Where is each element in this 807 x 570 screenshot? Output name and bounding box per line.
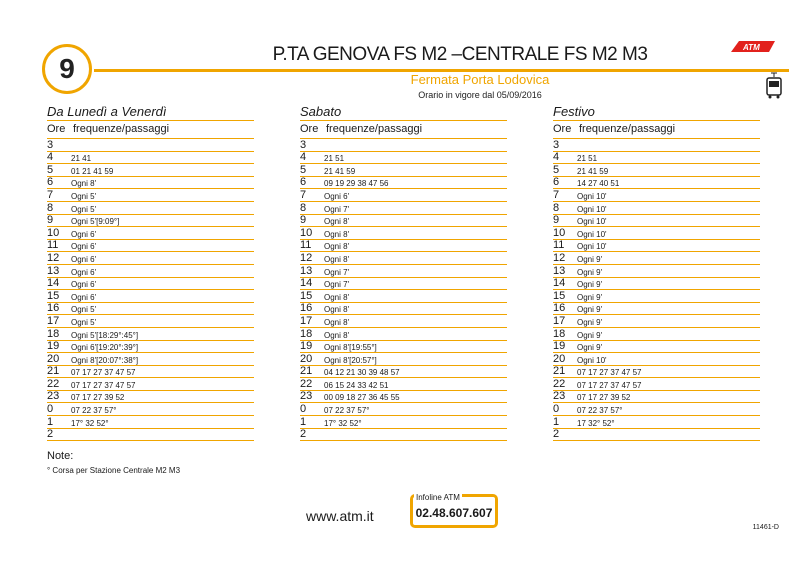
table-row — [47, 152, 254, 165]
table-row — [553, 227, 760, 240]
hour-cell: 6 — [300, 176, 307, 189]
table-row — [300, 240, 507, 253]
hour-cell: 9 — [300, 214, 307, 227]
hour-cell: 7 — [47, 188, 54, 201]
frequency-cell: Ogni 7' — [324, 267, 350, 277]
frequency-cell: Ogni 9' — [577, 280, 603, 290]
frequency-cell: Ogni 6' — [71, 229, 97, 239]
hour-cell: 20 — [47, 352, 60, 365]
table-row — [300, 391, 507, 404]
table-row — [300, 290, 507, 303]
document-code: 11461-D — [752, 524, 779, 531]
hour-cell: 4 — [553, 151, 560, 164]
table-row — [300, 139, 507, 152]
hour-cell: 23 — [300, 390, 313, 403]
frequency-cell: Ogni 8'[20:07°:38°] — [71, 355, 139, 365]
table-row — [553, 177, 760, 190]
hour-cell: 18 — [300, 327, 313, 340]
hour-cell: 19 — [47, 340, 60, 353]
timetable-rows — [47, 139, 254, 441]
table-row — [47, 215, 254, 228]
frequency-cell: Ogni 8'[20:57°] — [324, 355, 377, 365]
frequency-cell: 01 21 41 59 — [71, 166, 114, 176]
hour-cell: 22 — [300, 377, 313, 390]
hour-cell: 8 — [553, 201, 560, 214]
frequency-cell: Ogni 10' — [577, 191, 607, 201]
hour-cell: 2 — [553, 428, 560, 441]
hour-header: Ore — [300, 123, 319, 135]
table-row — [47, 164, 254, 177]
table-row — [47, 177, 254, 190]
frequency-cell: 17° 32 52° — [324, 418, 362, 428]
hour-cell: 10 — [553, 226, 566, 239]
hour-cell: 23 — [553, 390, 566, 403]
table-row — [553, 215, 760, 228]
frequency-cell: Ogni 8' — [324, 254, 350, 264]
frequency-cell: 07 22 37 57° — [577, 406, 623, 416]
frequency-cell: Ogni 5' — [71, 204, 97, 214]
frequency-cell: Ogni 5' — [71, 305, 97, 315]
frequency-cell: Ogni 10' — [577, 242, 607, 252]
hour-cell: 11 — [300, 239, 312, 252]
frequency-header: frequenze/passaggi — [579, 123, 676, 135]
table-row — [553, 152, 760, 165]
atm-logo — [725, 38, 777, 59]
hour-cell: 5 — [47, 163, 54, 176]
hour-cell: 11 — [47, 239, 59, 252]
hour-cell: 9 — [553, 214, 560, 227]
frequency-cell: Ogni 8' — [324, 330, 350, 340]
frequency-cell: Ogni 9' — [577, 305, 603, 315]
frequency-cell: Ogni 7' — [324, 204, 350, 214]
table-row — [553, 315, 760, 328]
hour-cell: 13 — [300, 264, 313, 277]
frequency-cell: Ogni 9' — [577, 343, 603, 353]
timetable-holiday — [553, 104, 760, 441]
table-row — [47, 240, 254, 253]
hour-cell: 20 — [300, 352, 313, 365]
table-row — [300, 265, 507, 278]
table-row — [553, 378, 760, 391]
frequency-cell: Ogni 9' — [577, 317, 603, 327]
frequency-cell: Ogni 8' — [324, 292, 350, 302]
column-header — [553, 121, 760, 139]
table-row — [300, 429, 507, 442]
table-row — [47, 341, 254, 354]
frequency-cell: 07 22 37 57° — [324, 406, 370, 416]
frequency-cell: Ogni 5' — [71, 191, 97, 201]
stop-name: Fermata Porta Lodovica — [410, 72, 550, 87]
hour-cell: 21 — [300, 365, 313, 378]
table-row — [47, 252, 254, 265]
hour-header: Ore — [553, 123, 572, 135]
table-row — [47, 403, 254, 416]
hour-cell: 21 — [553, 365, 566, 378]
hour-cell: 14 — [47, 277, 60, 290]
route-title: P.TA GENOVA FS M2 –CENTRALE FS M2 M3 — [272, 44, 648, 65]
frequency-cell: Ogni 8' — [71, 179, 97, 189]
frequency-cell: Ogni 9' — [577, 330, 603, 340]
hour-cell: 17 — [47, 314, 60, 327]
validity-date: Orario in vigore dal 05/09/2016 — [418, 90, 542, 100]
infoline-label: Infoline ATM — [416, 493, 460, 502]
column-title: Sabato — [300, 104, 507, 121]
column-header — [300, 121, 507, 139]
frequency-cell: 21 51 — [324, 154, 345, 164]
hour-cell: 12 — [47, 251, 60, 264]
frequency-cell: Ogni 6'[19:20°:39°] — [71, 343, 139, 353]
timetable-rows — [300, 139, 507, 441]
hour-cell: 3 — [553, 138, 560, 151]
frequency-cell: Ogni 10' — [577, 217, 607, 227]
table-row — [553, 164, 760, 177]
table-row — [553, 303, 760, 316]
hour-cell: 12 — [300, 251, 313, 264]
frequency-cell: Ogni 10' — [577, 204, 607, 214]
hour-cell: 18 — [553, 327, 566, 340]
table-row — [47, 378, 254, 391]
hour-cell: 3 — [300, 138, 307, 151]
table-row — [300, 227, 507, 240]
frequency-cell: Ogni 5' — [71, 317, 97, 327]
hour-cell: 11 — [553, 239, 565, 252]
table-row — [300, 215, 507, 228]
frequency-cell: Ogni 6' — [71, 267, 97, 277]
table-row — [300, 152, 507, 165]
frequency-header: frequenze/passaggi — [326, 123, 423, 135]
frequency-cell: 21 41 — [71, 154, 92, 164]
table-row — [47, 290, 254, 303]
hour-cell: 0 — [300, 403, 307, 416]
hour-cell: 19 — [553, 340, 566, 353]
frequency-cell: 17 32° 52° — [577, 418, 615, 428]
hour-cell: 7 — [300, 188, 307, 201]
hour-cell: 16 — [300, 302, 313, 315]
frequency-cell: Ogni 7' — [324, 280, 350, 290]
hour-cell: 0 — [47, 403, 54, 416]
table-row — [47, 315, 254, 328]
table-row — [47, 429, 254, 442]
table-row — [300, 252, 507, 265]
hour-cell: 1 — [300, 415, 307, 428]
table-row — [47, 366, 254, 379]
frequency-cell: Ogni 6' — [71, 280, 97, 290]
hour-cell: 6 — [553, 176, 560, 189]
table-row — [300, 164, 507, 177]
table-row — [553, 278, 760, 291]
frequency-cell: Ogni 9' — [577, 254, 603, 264]
line-number: 9 — [59, 53, 75, 84]
hour-cell: 12 — [553, 251, 566, 264]
table-row — [47, 202, 254, 215]
hour-cell: 18 — [47, 327, 60, 340]
frequency-cell: 21 41 59 — [324, 166, 356, 176]
frequency-cell: 07 17 27 39 52 — [577, 393, 631, 403]
table-row — [553, 202, 760, 215]
hour-cell: 1 — [553, 415, 560, 428]
frequency-cell: 21 51 — [577, 154, 598, 164]
frequency-cell: 07 22 37 57° — [71, 406, 117, 416]
hour-cell: 3 — [47, 138, 54, 151]
hour-cell: 10 — [300, 226, 313, 239]
table-row — [553, 353, 760, 366]
table-row — [553, 391, 760, 404]
table-row — [300, 303, 507, 316]
frequency-cell: Ogni 10' — [577, 355, 607, 365]
frequency-cell: Ogni 6' — [71, 292, 97, 302]
frequency-cell: Ogni 9' — [577, 292, 603, 302]
table-row — [553, 290, 760, 303]
table-row — [300, 202, 507, 215]
column-title: Da Lunedì a Venerdì — [47, 104, 254, 121]
frequency-cell: Ogni 8' — [324, 317, 350, 327]
hour-cell: 16 — [47, 302, 60, 315]
table-row — [553, 328, 760, 341]
hour-cell: 9 — [47, 214, 54, 227]
atm-logo-text: ATM — [743, 43, 760, 52]
table-row — [300, 189, 507, 202]
frequency-cell: 07 17 27 37 47 57 — [71, 380, 136, 390]
table-row — [553, 429, 760, 442]
timetable-weekday — [47, 104, 254, 441]
table-row — [553, 366, 760, 379]
table-row — [553, 265, 760, 278]
hour-cell: 2 — [47, 428, 54, 441]
table-row — [47, 353, 254, 366]
frequency-cell: Ogni 6' — [71, 242, 97, 252]
table-row — [47, 303, 254, 316]
bus-icon — [765, 72, 783, 105]
table-row — [300, 278, 507, 291]
table-row — [553, 240, 760, 253]
infoline-number[interactable]: 02.48.607.607 — [415, 506, 493, 520]
table-row — [47, 189, 254, 202]
table-row — [47, 139, 254, 152]
hour-cell: 21 — [47, 365, 60, 378]
hour-cell: 20 — [553, 352, 566, 365]
hour-cell: 19 — [300, 340, 313, 353]
frequency-cell: Ogni 6' — [324, 191, 350, 201]
hour-cell: 0 — [553, 403, 560, 416]
hour-cell: 23 — [47, 390, 60, 403]
table-row — [300, 416, 507, 429]
hour-cell: 22 — [47, 377, 60, 390]
table-row — [300, 353, 507, 366]
table-row — [553, 252, 760, 265]
timetable-saturday — [300, 104, 507, 441]
hour-cell: 5 — [553, 163, 560, 176]
hour-cell: 15 — [300, 289, 313, 302]
frequency-cell: 00 09 18 27 36 45 55 — [324, 393, 400, 403]
hour-cell: 8 — [47, 201, 54, 214]
hour-cell: 8 — [300, 201, 307, 214]
frequency-cell: 04 12 21 30 39 48 57 — [324, 368, 400, 378]
hour-cell: 1 — [47, 415, 54, 428]
table-row — [47, 278, 254, 291]
hour-cell: 16 — [553, 302, 566, 315]
frequency-cell: Ogni 9' — [577, 267, 603, 277]
website-link[interactable]: www.atm.it — [306, 508, 374, 524]
frequency-cell: Ogni 8' — [324, 305, 350, 315]
hour-header: Ore — [47, 123, 66, 135]
frequency-cell: 21 41 59 — [577, 166, 609, 176]
hour-cell: 13 — [553, 264, 566, 277]
table-row — [47, 416, 254, 429]
hour-cell: 22 — [553, 377, 566, 390]
notes-text: ° Corsa per Stazione Centrale M2 M3 — [47, 466, 181, 475]
frequency-cell: 14 27 40 51 — [577, 179, 620, 189]
frequency-cell: 07 17 27 37 47 57 — [71, 368, 136, 378]
frequency-cell: 17° 32 52° — [71, 418, 109, 428]
frequency-cell: 07 17 27 37 47 57 — [577, 368, 642, 378]
table-row — [47, 328, 254, 341]
hour-cell: 14 — [300, 277, 313, 290]
hour-cell: 15 — [47, 289, 60, 302]
column-header — [47, 121, 254, 139]
frequency-cell: Ogni 8' — [324, 217, 350, 227]
frequency-cell: Ogni 6' — [71, 254, 97, 264]
frequency-cell: Ogni 8' — [324, 229, 350, 239]
line-number-badge — [42, 44, 92, 94]
table-row — [300, 366, 507, 379]
table-row — [300, 328, 507, 341]
table-row — [300, 177, 507, 190]
frequency-cell: 07 17 27 37 47 57 — [577, 380, 642, 390]
table-row — [300, 341, 507, 354]
hour-cell: 6 — [47, 176, 54, 189]
notes-title: Note: — [47, 450, 74, 462]
table-row — [300, 378, 507, 391]
hour-cell: 17 — [300, 314, 313, 327]
timetable-rows — [553, 139, 760, 441]
frequency-cell: Ogni 5'[9:09°] — [71, 217, 120, 227]
frequency-cell: 06 15 24 33 42 51 — [324, 380, 389, 390]
table-row — [47, 227, 254, 240]
hour-cell: 2 — [300, 428, 307, 441]
hour-cell: 13 — [47, 264, 60, 277]
hour-cell: 4 — [300, 151, 307, 164]
frequency-cell: 09 19 29 38 47 56 — [324, 179, 389, 189]
hour-cell: 17 — [553, 314, 566, 327]
table-row — [553, 403, 760, 416]
hour-cell: 5 — [300, 163, 307, 176]
frequency-cell: Ogni 8'[19:55°] — [324, 343, 377, 353]
hour-cell: 7 — [553, 188, 560, 201]
frequency-cell: 07 17 27 39 52 — [71, 393, 125, 403]
hour-cell: 10 — [47, 226, 60, 239]
table-row — [553, 139, 760, 152]
frequency-cell: Ogni 8' — [324, 242, 350, 252]
table-row — [553, 341, 760, 354]
hour-cell: 14 — [553, 277, 566, 290]
hour-cell: 15 — [553, 289, 566, 302]
table-row — [300, 403, 507, 416]
frequency-header: frequenze/passaggi — [73, 123, 170, 135]
frequency-cell: Ogni 5'[18:29°:45°] — [71, 330, 139, 340]
table-row — [553, 189, 760, 202]
table-row — [47, 265, 254, 278]
table-row — [300, 315, 507, 328]
table-row — [553, 416, 760, 429]
column-title: Festivo — [553, 104, 760, 121]
hour-cell: 4 — [47, 151, 54, 164]
frequency-cell: Ogni 10' — [577, 229, 607, 239]
table-row — [47, 391, 254, 404]
